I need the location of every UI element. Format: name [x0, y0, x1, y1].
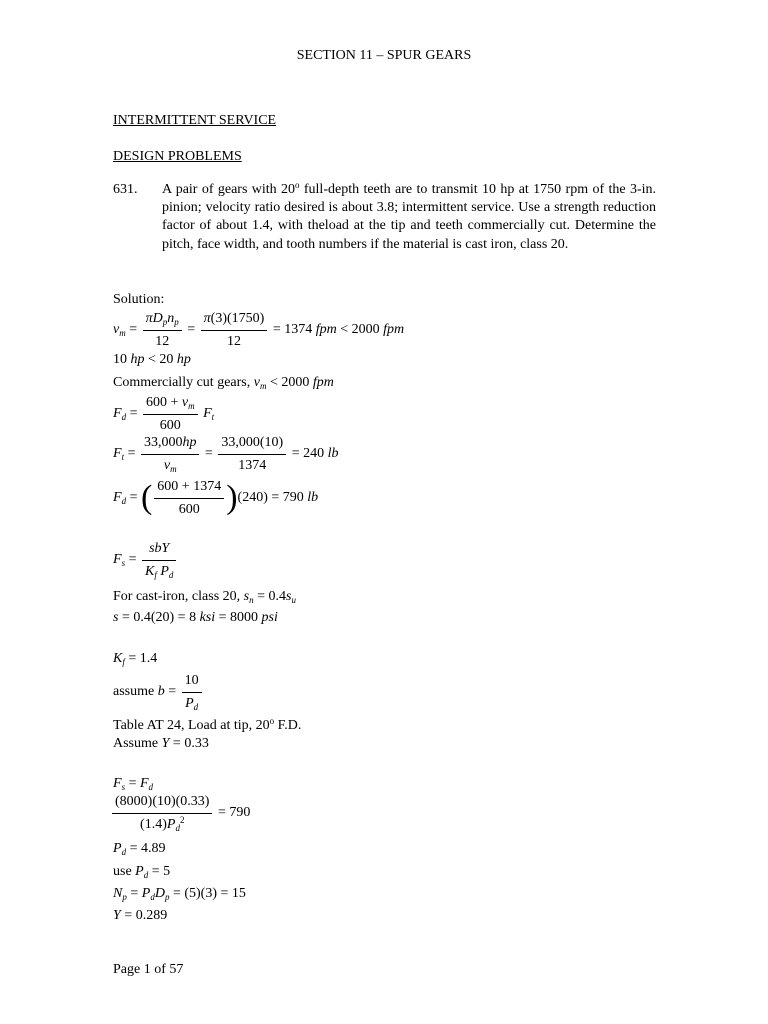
commercial-cut-text: Commercially cut gears,	[113, 375, 251, 390]
equation-b: assume b = $\frac{10}{P_d}$	[113, 672, 204, 712]
table-degree: o	[269, 716, 275, 726]
problem-text-rest: full-depth teeth are to transmit 10 hp at 1750 rpm of the 3-in. pinion; velocity ratio desired is about 3.8; intermittent service. Use a strength reduction factor of about 1.4, with theload at the tip and teeth commercially cut. Determine the pitch, face width, and tooth numbers if the material is cast iron, class 20.	[162, 182, 656, 252]
problem-text-start: A pair of gears with 20	[162, 182, 296, 197]
equation-y: Y = 0.289	[113, 908, 168, 923]
page-title: SECTION 11 – SPUR GEARS	[296, 48, 472, 63]
assume-y-text: Assume	[113, 736, 159, 751]
table-reference	[113, 717, 301, 735]
equation-vm: $v_m$ = $\frac{\pi D_pn_p}{12}$ = $\frac{\pi(3)(1750)}{12}$ = 1374 fpm < 2000 fpm	[113, 311, 405, 349]
equation-pd-use: use $P_d = 5$	[113, 864, 171, 880]
table-tail: F.D.	[274, 718, 302, 733]
table-text: Table AT 24, Load at tip, 20	[113, 718, 270, 733]
equation-fs: $F_s$ = $\frac{\text{sbY}}{K_f P_d}$	[113, 540, 178, 580]
equation-fd: $F_d$ = $\frac{600 + v_m}{600}$ $F_t$	[113, 395, 215, 433]
equation-pd-value: $P_d = 4.89$	[113, 841, 166, 857]
cast-iron-line: For cast-iron, class 20, $s_n = 0.4s_u$	[113, 589, 296, 605]
problem-number: 631.	[113, 182, 138, 197]
degree-mark: o	[295, 180, 300, 190]
section-heading: INTERMITTENT SERVICE	[113, 113, 277, 128]
equation-ft: $F_t$ = $\frac{33,000hp}{v_m}$ = $\frac{33,000(10)}{1374}$ = 240 lb	[113, 435, 339, 474]
assume-y-line: Assume Y = 0.33	[113, 736, 209, 751]
equation-np: $N_p = P_dD_p = (5)(3) = 15$	[113, 886, 246, 902]
equation-s: s = 0.4(20) = 8 ksi = 8000 psi	[113, 610, 278, 625]
problem-statement	[162, 181, 656, 254]
hp-check: 10 hp < 20 hp	[113, 352, 191, 367]
solution-label: Solution:	[113, 292, 165, 307]
equation-kf: $K_f = 1.4$	[113, 651, 158, 667]
equation-fs-fd: $F_s = F_d$	[113, 776, 154, 792]
page-number: Page 1 of 57	[113, 962, 184, 977]
equation-pd-solve: $\frac{(8000)(10)(0.33)}{(1.4)P_d^2}$ = 790	[110, 793, 250, 833]
subsection-heading: DESIGN PROBLEMS	[113, 149, 242, 164]
cast-iron-text: For cast-iron, class 20,	[113, 589, 241, 604]
assume-b-text: assume	[113, 684, 155, 700]
commercial-cut-line: Commercially cut gears, $v_m < 2000$ fpm	[113, 375, 334, 391]
equation-fd-value: $F_d$ = ( $\frac{600 + 1374}{600}$ )(240) = 790 lb	[113, 479, 319, 517]
